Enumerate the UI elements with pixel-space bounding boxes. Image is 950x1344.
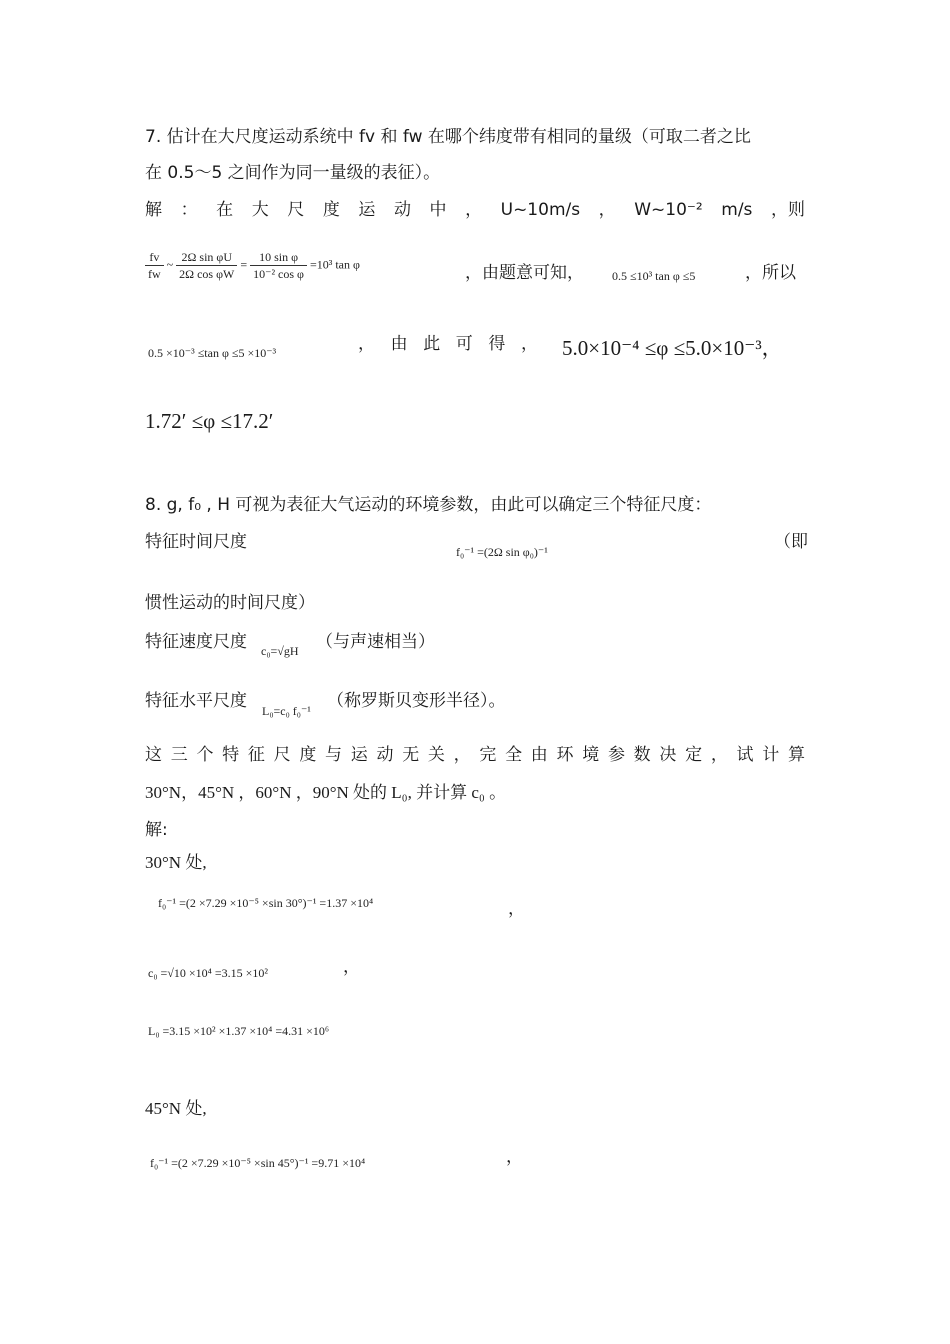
q7-solution-word: ，则 <box>770 200 805 220</box>
independence-word: 这 <box>145 745 162 765</box>
independence-line-2: 30°N，45°N ，60°N ，90°N 处的 L₀, 并计算 c₀ 。 <box>145 783 507 802</box>
q7-phi-range: 5.0×10⁻⁴ ≤φ ≤5.0×10⁻³， <box>562 336 783 360</box>
independence-word: 全 <box>505 745 523 765</box>
q7-solution-word: ， <box>465 200 483 220</box>
lat30-f-tail: ， <box>508 899 525 919</box>
independence-word: 动 <box>376 745 394 765</box>
independence-word: 无 <box>402 745 420 765</box>
independence-word: 个 <box>196 745 214 765</box>
independence-word: 征 <box>247 745 265 765</box>
ratio-mid-den: 2Ω cos φW <box>179 267 235 281</box>
q7-solution-word: ， <box>598 200 616 220</box>
ratio-rhs-den: 10⁻² cos φ <box>253 267 304 281</box>
ratio-lhs-num: fv <box>145 249 164 266</box>
horizontal-scale-label: 特征水平尺度 <box>145 691 247 711</box>
lat45-f-equation: f₀⁻¹ =(2 ×7.29 ×10⁻⁵ ×sin 45°)⁻¹ =9.71 ×10⁴ <box>150 1156 366 1170</box>
independence-word: 运 <box>350 745 368 765</box>
q7-solution-line <box>145 199 805 221</box>
q7-solution-word: W~10⁻² <box>634 200 703 220</box>
lat30-c-equation: c₀ =√10 ×10⁴ =3.15 ×10² <box>148 966 268 980</box>
speed-scale-note: （与声速相当） <box>316 632 435 652</box>
independence-word: ， <box>710 745 728 765</box>
q7-line1: 7. 估计在大尺度运动系统中 fv 和 fw 在哪个纬度带有相同的量级（可取二者之比 <box>145 127 751 147</box>
q8-solution-label: 解: <box>145 820 168 840</box>
independence-word: 与 <box>325 745 343 765</box>
q7-degree-range: 1.72′ ≤φ ≤17.2′ <box>145 409 274 433</box>
q7-hence-word: ， <box>520 334 538 354</box>
q7-solution-word: ： <box>180 200 198 220</box>
q7-solution-word: m/s <box>721 200 753 220</box>
independence-word: 关 <box>427 745 445 765</box>
independence-word: 境 <box>582 745 600 765</box>
q8-line1: 8. g, f₀ , H 可视为表征大气运动的环境参数，由此可以确定三个特征尺度： <box>145 495 712 515</box>
q7-solution-word: 运 <box>358 200 376 220</box>
lat30-L-equation: L₀ =3.15 ×10² ×1.37 ×10⁴ =4.31 ×10⁶ <box>148 1024 330 1038</box>
lat30-c-tail: ， <box>343 957 360 977</box>
q7-solution-word: 度 <box>322 200 340 220</box>
independence-word: 度 <box>299 745 317 765</box>
q7-hence-word: 得 <box>488 334 506 354</box>
independence-word: 算 <box>787 745 805 765</box>
q7-solution-word: 解 <box>145 200 162 220</box>
q7-solution-word: U~10m/s <box>500 200 581 220</box>
q7-solution-word: 中 <box>429 200 447 220</box>
time-scale-note-b: 惯性运动的时间尺度） <box>145 593 315 613</box>
q7-hence-word: 可 <box>455 334 473 354</box>
lat30-f-equation: f₀⁻¹ =(2 ×7.29 ×10⁻⁵ ×sin 30°)⁻¹ =1.37 ×10⁴ <box>158 896 374 910</box>
independence-line <box>145 744 805 766</box>
q7-text-after-ratio: ，由题意可知， <box>465 263 584 283</box>
independence-word: 由 <box>530 745 548 765</box>
independence-word: 试 <box>736 745 754 765</box>
independence-word: 参 <box>607 745 625 765</box>
ratio-result: =10³ tan φ <box>309 257 360 272</box>
q7-hence-word: 由 <box>390 334 408 354</box>
lat45-heading: 45°N 处, <box>145 1099 207 1118</box>
q7-solution-word: 大 <box>251 200 269 220</box>
q7-line2: 在 0.5～5 之间作为同一量级的表征）。 <box>145 163 441 183</box>
q7-text-so: ，所以 <box>745 263 796 283</box>
independence-word: 决 <box>659 745 677 765</box>
ratio-mid-num: 2Ω sin φU <box>176 249 237 266</box>
independence-word: 数 <box>633 745 651 765</box>
speed-scale-equation: c₀=√gH <box>261 644 299 658</box>
lat30-heading: 30°N 处, <box>145 853 207 872</box>
independence-word: ， <box>453 745 471 765</box>
time-scale-equation: f₀⁻¹ =(2Ω sin φ₀)⁻¹ <box>456 545 548 559</box>
ratio-rhs-num: 10 sin φ <box>250 249 307 266</box>
speed-scale-label: 特征速度尺度 <box>145 632 247 652</box>
ratio-lhs-den: fw <box>148 267 161 281</box>
q7-hence-text <box>358 333 538 355</box>
independence-word: 环 <box>556 745 574 765</box>
q7-hence-word: 此 <box>423 334 441 354</box>
q7-ratio-equation: $\frac{fv}{fw}$ ~ $\frac{\text{2Ω sin φU}}{\text{2Ω cos φW}}$ = $\frac{\text{10 sin φ}}{\text{10⁻² cos φ}}$ =10³ tan φ <box>145 249 360 282</box>
q7-hence-word: ， <box>358 334 375 354</box>
independence-word: 尺 <box>273 745 291 765</box>
q7-solution-word: 在 <box>216 200 234 220</box>
independence-word: 三 <box>170 745 188 765</box>
time-scale-label: 特征时间尺度 <box>145 532 247 552</box>
lat45-f-tail: ， <box>506 1147 523 1167</box>
time-scale-note-a: （即 <box>774 532 808 552</box>
horizontal-scale-equation: L₀=c₀ f₀⁻¹ <box>262 704 311 718</box>
q7-solution-word: 尺 <box>287 200 305 220</box>
independence-word: 定 <box>685 745 703 765</box>
q7-condition-1: 0.5 ≤10³ tan φ ≤5 <box>612 269 696 283</box>
q7-solution-word: 动 <box>393 200 411 220</box>
horizontal-scale-note: （称罗斯贝变形半径）。 <box>327 691 506 711</box>
independence-word: 特 <box>222 745 240 765</box>
independence-word: 计 <box>762 745 780 765</box>
independence-word: 完 <box>479 745 497 765</box>
q7-condition-2: 0.5 ×10⁻³ ≤tan φ ≤5 ×10⁻³ <box>148 346 277 360</box>
